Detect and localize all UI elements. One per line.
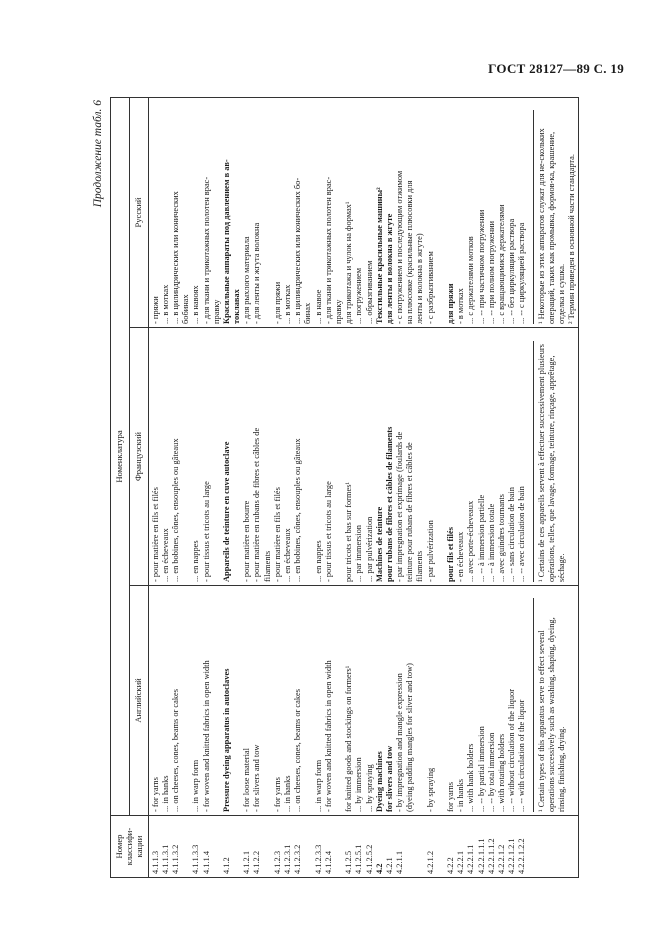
- english-term: [232, 589, 242, 812]
- english-term: ... in warp form: [191, 759, 201, 812]
- english-term: Dyeing machines: [374, 751, 384, 812]
- classification-code: [232, 819, 242, 874]
- english-term: [415, 589, 425, 812]
- french-term: ... en écheveaux: [160, 528, 170, 582]
- french-term: filaments: [415, 550, 425, 582]
- french-term: - pour matière en rubans de fibres et câbles de: [252, 427, 262, 582]
- russian-term: Текстильные красильные машины²: [374, 187, 384, 324]
- english-term: ... -- without circulation of the liquor: [507, 688, 517, 812]
- russian-term: ... -- при частичном погружении: [476, 209, 486, 324]
- russian-column: [148, 98, 579, 328]
- english-term: - for loose material: [242, 748, 252, 812]
- french-term: ... par pulvérization: [364, 516, 374, 582]
- russian-term: бобинах: [181, 294, 191, 324]
- classification-code: 4.2.1.1: [395, 850, 405, 874]
- classification-code: 4.1.2.3.1: [283, 844, 293, 874]
- classification-code: 4.1.2: [221, 857, 231, 874]
- classification-code: 4.1.2.3.3: [313, 844, 323, 874]
- english-term: ... in hanks: [283, 775, 293, 812]
- english-term: Pressure dyeing apparatus in autoclaves: [221, 668, 231, 812]
- french-term: - pour matière en fils et filés: [272, 487, 282, 582]
- classification-code: 4.1.1.4: [201, 850, 211, 874]
- classification-code: [181, 819, 191, 874]
- english-term: ... -- with circulation of the liquor: [517, 699, 527, 812]
- classification-code: 4.1.1.3: [150, 850, 160, 874]
- russian-term: - с погружением и последующим отжимом: [395, 170, 405, 324]
- nomenclature-table: [110, 97, 579, 878]
- english-term: - for slivers and tow: [252, 744, 262, 812]
- classification-code: [405, 819, 415, 874]
- classification-code: 4.1.2.4: [323, 850, 333, 874]
- russian-term: - пряжи: [150, 296, 160, 324]
- french-term: ... en bobines, cônes, ensouples ou gâteaux: [170, 438, 180, 582]
- classification-code: 4.1.2.1: [242, 850, 252, 874]
- classification-code: 4.1.2.3: [272, 850, 282, 874]
- russian-term: ... -- при полном погружении: [486, 220, 496, 324]
- french-term: pour rubans de fibres et câbles de filaments: [384, 426, 394, 582]
- russian-term: - для ткани и трикотажных полотен врас-: [201, 176, 211, 324]
- french-term: pour tricots et bas sur formes¹: [344, 482, 354, 582]
- french-column: [148, 328, 579, 586]
- french-term: filaments: [262, 550, 272, 582]
- french-term: ... par immersion: [354, 525, 364, 582]
- french-term: - pour matière en bourre: [242, 500, 252, 582]
- classification-code: 4.2: [374, 863, 384, 874]
- classification-code: 4.1.1.3.3: [191, 844, 201, 874]
- russian-term: ... в цилиндрических или конических бо-: [293, 177, 303, 324]
- french-term: ... en nappes: [191, 540, 201, 582]
- english-term: ... by spraying: [364, 764, 374, 812]
- page-header: ГОСТ 28127—89 С. 19: [488, 61, 624, 76]
- english-term: - by impregnation and mangle expression: [395, 673, 405, 812]
- french-term: [181, 331, 191, 582]
- classification-code: 4.1.1.3.2: [170, 844, 180, 874]
- classification-code: 4.2.2.1.1.2: [486, 838, 496, 874]
- russian-term: Красильные аппараты под давлением в ав-: [221, 159, 231, 324]
- french-term: [334, 331, 344, 582]
- russian-term: для пряжи: [446, 283, 456, 324]
- french-term: Appareils de teinture en cuve autoclave: [221, 441, 231, 582]
- english-term: for yarns: [446, 782, 456, 812]
- col-header-nomenclature: Номенклатура: [111, 98, 130, 816]
- classification-code: [303, 819, 313, 874]
- french-term: ... en nappes: [313, 540, 323, 582]
- english-column: [148, 586, 579, 816]
- classification-code: 4.2.2: [446, 857, 456, 874]
- russian-term: ... обрызгиванием: [364, 260, 374, 324]
- english-term: for knitted goods and stockings on formers¹: [344, 665, 354, 812]
- russian-term: для ленты и волокна в жгуте: [384, 213, 394, 324]
- english-term: ... on cheeses, cones, beams or cakes: [293, 688, 303, 812]
- russian-term: ... -- с циркуляцией раствора: [517, 222, 527, 324]
- classification-code: 4.2.2.1.1: [466, 844, 476, 874]
- russian-term: правку: [333, 299, 343, 324]
- continuation-label: Продолжение табл. 6: [92, 100, 104, 208]
- french-term: ... -- avec circulation de bain: [517, 486, 527, 582]
- russian-term: - для ленты и жгута волокна: [252, 222, 262, 324]
- french-term: [212, 331, 222, 582]
- classification-code: [212, 819, 222, 874]
- russian-term: - для ткани и трикотажных полотен врас-: [323, 176, 333, 324]
- russian-term: ... погружением: [354, 267, 364, 324]
- french-term: - pour tissus et tricots au large: [201, 481, 211, 582]
- english-term: - by spraying: [425, 767, 435, 812]
- english-term: - for woven and knitted fabrics in open width: [201, 660, 211, 812]
- english-term: ... on cheeses, cones, beams or cakes: [170, 688, 180, 812]
- russian-term: ... в навоях: [191, 285, 201, 324]
- french-term: ... en écheveaux: [283, 528, 293, 582]
- french-term: ... en bobines, cônes, ensouples ou gâteaux: [293, 438, 303, 582]
- footnote: ¹ Certain types of this apparatus serve to effect several operations successively such as washing, shaping, dyeing, rinsing, finishing, drying.: [533, 598, 568, 812]
- russian-term: правку: [211, 299, 221, 324]
- french-term: - en écheveaux: [456, 531, 466, 582]
- classification-code: [334, 819, 344, 874]
- english-term: ... with rotating holders: [496, 733, 506, 812]
- english-term: ... with hank holders: [466, 743, 476, 812]
- french-term: - par impregnation et exprimage (foulards de: [395, 431, 405, 582]
- classification-code: 4.2.2.1.2.2: [517, 838, 527, 874]
- french-term: - pour tissus et tricots au large: [323, 481, 333, 582]
- col-header-english: Английский: [129, 586, 148, 816]
- french-term: teinture pour rubans de fibres et câbles de: [405, 442, 415, 582]
- classification-code: 4.2.2.1.2: [496, 844, 506, 874]
- russian-term: бинах: [303, 302, 313, 324]
- classification-code: [415, 819, 425, 874]
- classification-code: 4.2.1: [384, 857, 394, 874]
- russian-term: ленты и волокна в жгуте): [415, 233, 425, 324]
- russian-term: - в мотках: [456, 288, 466, 324]
- english-term: ... by immersion: [354, 757, 364, 812]
- classification-code: 4.2.2.1: [456, 850, 466, 874]
- code-column: [148, 816, 579, 878]
- english-term: [436, 589, 446, 812]
- french-term: Machines de teinture: [374, 506, 384, 582]
- english-term: - for yarns: [150, 777, 160, 812]
- english-term: [334, 589, 344, 812]
- col-header-number: Номер классифи-кации: [111, 816, 149, 878]
- french-term: ... -- à immersion totale: [486, 503, 496, 582]
- classification-code: 4.1.2.5.1: [354, 844, 364, 874]
- english-term: ... -- by total immersion: [486, 732, 496, 812]
- rotated-table-page: [90, 88, 595, 878]
- classification-code: 4.1.2.2: [252, 850, 262, 874]
- english-term: - for woven and knitted fabrics in open width: [323, 660, 333, 812]
- english-term: - for yarns: [272, 777, 282, 812]
- russian-term: ... в цилиндрических или конических: [170, 191, 180, 324]
- footnote: ¹ Certains de ces appareils servent à effectuer successivement plusieurs opérations, telles, que lavage, formage, teinture, rinçage, apprêtage, séchage.: [533, 341, 568, 582]
- french-term: [436, 331, 446, 582]
- english-term: (dyeing padding mangles for sliver and tow): [405, 663, 415, 812]
- footnote: ² Термин приведен в основной части стандарта.: [567, 154, 577, 324]
- russian-term: - для пряжи: [272, 281, 282, 324]
- french-term: pour fils et filés: [446, 527, 456, 582]
- classification-code: [436, 819, 446, 874]
- col-header-russian: Русский: [129, 98, 148, 328]
- english-term: [181, 589, 191, 812]
- classification-code: [263, 819, 273, 874]
- english-term: ... in hanks: [160, 775, 170, 812]
- russian-term: ... в мотках: [283, 284, 293, 324]
- russian-term: ... -- без циркуляции раствора: [507, 218, 517, 324]
- english-term: ... in warp form: [313, 759, 323, 812]
- french-term: - pour matière en fils et filés: [150, 487, 160, 582]
- french-term: ... -- sans circulation de bain: [507, 487, 517, 582]
- russian-term: [263, 101, 273, 324]
- french-term: ... avec guindres tournants: [496, 494, 506, 582]
- classification-code: 4.1.2.3.2: [293, 844, 303, 874]
- classification-code: 4.1.2.5: [344, 850, 354, 874]
- russian-term: токлавах: [232, 289, 242, 324]
- footnote: ¹ Некоторые из этих аппаратов служат для не-скольких операций, таких как промывка, формов-ка, крашение, отделка и сушка.: [533, 110, 568, 324]
- english-term: for slivers and tow: [384, 745, 394, 812]
- russian-term: для трикотажа и чулок на формах¹: [344, 201, 354, 324]
- french-term: ... -- à immersion partielle: [476, 494, 486, 582]
- french-term: - par pulvérization: [425, 520, 435, 582]
- classification-code: 4.2.1.2: [425, 850, 435, 874]
- english-term: - in hanks: [456, 778, 466, 812]
- classification-code: 4.1.1.3.1: [160, 844, 170, 874]
- classification-code: 4.2.2.1.2.1: [507, 838, 517, 874]
- french-term: [303, 331, 313, 582]
- english-term: ... -- by partial immersion: [476, 726, 486, 812]
- english-term: [263, 589, 273, 812]
- classification-code: 4.1.2.5.2: [364, 844, 374, 874]
- col-header-french: Французский: [129, 328, 148, 586]
- english-term: [212, 589, 222, 812]
- russian-term: ... с вращающимися держателями: [496, 204, 506, 324]
- russian-term: на плюсовке (красильные плюсовки для: [405, 180, 415, 324]
- english-term: [303, 589, 313, 812]
- russian-term: - для рыхлого материала: [242, 236, 252, 324]
- russian-term: ... с держателями мотков: [466, 236, 476, 324]
- russian-term: ... в навое: [313, 289, 323, 324]
- french-term: ... avec porte-écheveaux: [466, 500, 476, 582]
- french-term: [232, 331, 242, 582]
- russian-term: - с разбрызгиванием: [425, 251, 435, 324]
- classification-code: 4.2.2.1.1.1: [476, 838, 486, 874]
- russian-term: [436, 101, 446, 324]
- russian-term: ... в мотках: [160, 284, 170, 324]
